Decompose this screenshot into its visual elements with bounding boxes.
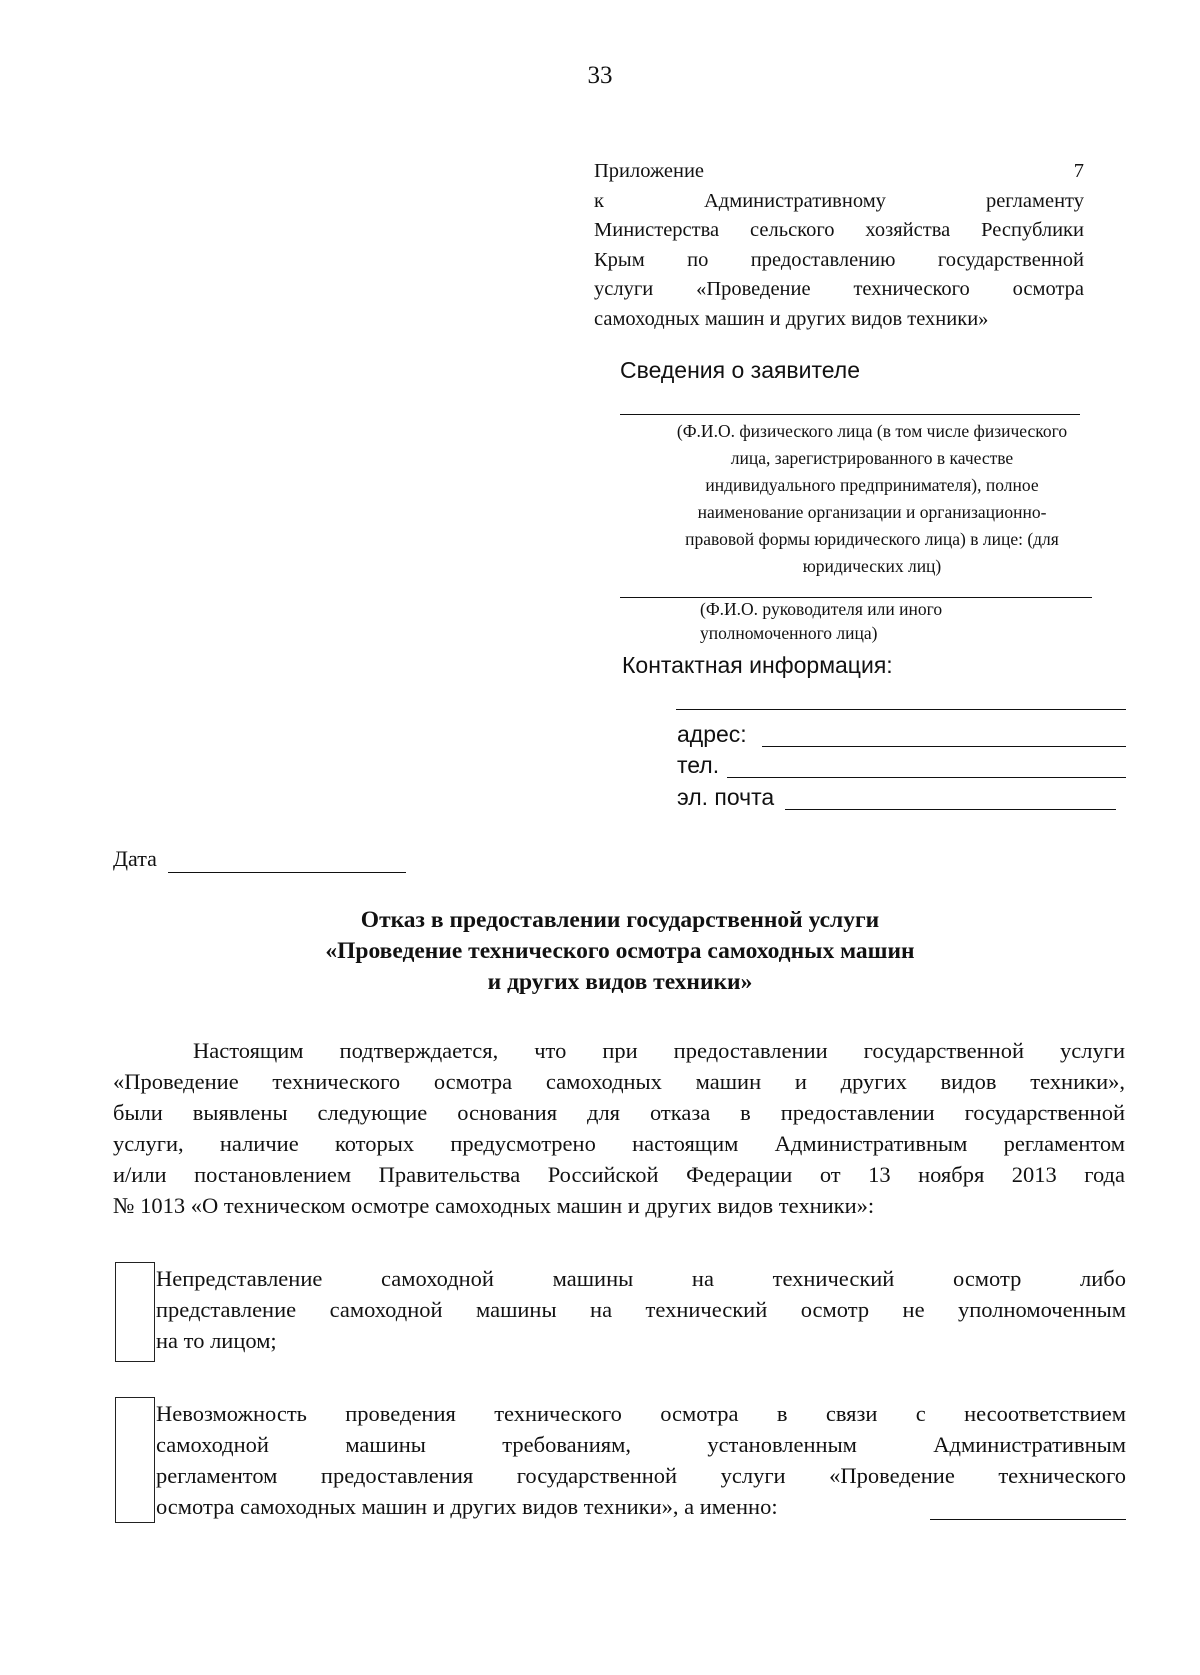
reason-line: на то лицом; <box>156 1328 277 1353</box>
address-field[interactable] <box>762 746 1126 747</box>
reason-details-field[interactable] <box>930 1519 1126 1520</box>
caption-line: правовой формы юридического лица) в лице: (для <box>685 529 1059 549</box>
reason-line: самоходной машины требованиям, установленным Административным <box>156 1432 1126 1457</box>
reason-line: регламентом предоставления государственной услуги «Проведение технического <box>156 1463 1126 1488</box>
phone-field[interactable] <box>727 777 1126 778</box>
appendix-line: услуги «Проведение технического осмотра <box>594 278 1084 300</box>
reason-line: осмотра самоходных машин и других видов техники», а именно: <box>156 1494 778 1519</box>
address-label: адрес: <box>677 721 747 747</box>
caption-line: (Ф.И.О. руководителя или иного <box>700 599 943 619</box>
appendix-reference <box>594 157 1084 334</box>
reason-line: представление самоходной машины на технический осмотр не уполномоченным <box>156 1297 1126 1322</box>
body-line: были выявлены следующие основания для отказа в предоставлении государственной <box>113 1100 1125 1125</box>
appendix-line: к Административному регламенту <box>594 189 1084 212</box>
caption-line: уполномоченного лица) <box>700 623 878 643</box>
applicant-caption <box>612 418 1132 580</box>
reason-checkbox-2[interactable] <box>115 1397 155 1523</box>
body-paragraph <box>113 1035 1125 1221</box>
caption-line: индивидуального предпринимателя), полное <box>705 475 1039 495</box>
reason-line: Непредставление самоходной машины на технический осмотр либо <box>156 1266 1126 1291</box>
date-label: Дата <box>113 846 157 871</box>
body-line: № 1013 «О техническом осмотре самоходных машин и других видов техники»: <box>113 1193 875 1218</box>
reason-item-2 <box>156 1398 1126 1522</box>
email-label: эл. почта <box>677 784 775 810</box>
body-line: услуги, наличие которых предусмотрено настоящим Административным регламентом <box>113 1131 1125 1156</box>
caption-line: лица, зарегистрированного в качестве <box>730 448 1014 468</box>
head-caption <box>700 597 1060 645</box>
title-line: Отказ в предоставлении государственной услуги <box>360 907 880 933</box>
title-line: «Проведение технического осмотра самоходных машин <box>325 938 915 964</box>
applicant-heading: Сведения о заявителе <box>620 357 861 383</box>
appendix-line: самоходных машин и других видов техники» <box>594 307 989 330</box>
appendix-line: Министерства сельского хозяйства Республики <box>594 219 1084 241</box>
title-line: и других видов техники» <box>487 969 753 995</box>
date-field[interactable] <box>168 872 406 873</box>
appendix-line: Крым по предоставлению государственной <box>594 248 1084 271</box>
reason-item-1 <box>156 1263 1126 1356</box>
contact-field-line[interactable] <box>676 709 1126 710</box>
reason-checkbox-1[interactable] <box>115 1262 155 1362</box>
caption-line: (Ф.И.О. физического лица (в том числе физического <box>676 421 1068 441</box>
caption-line: юридических лиц) <box>802 556 942 576</box>
body-line: «Проведение технического осмотра самоходных машин и других видов техники», <box>113 1069 1125 1094</box>
phone-label: тел. <box>677 752 720 778</box>
body-line: и/или постановлением Правительства Российской Федерации от 13 ноября 2013 года <box>113 1162 1125 1187</box>
caption-line: наименование организации и организационно- <box>697 502 1047 522</box>
body-line: Настоящим подтверждается, что при предоставлении государственной услуги <box>193 1038 1125 1063</box>
applicant-name-field[interactable] <box>620 414 1080 415</box>
reason-line: Невозможность проведения технического осмотра в связи с несоответствием <box>156 1401 1126 1426</box>
contact-heading: Контактная информация: <box>622 652 893 678</box>
document-title <box>0 905 1200 998</box>
appendix-line: Приложение 7 <box>594 160 1084 182</box>
page-number: 33 <box>587 62 613 89</box>
email-field[interactable] <box>785 809 1116 810</box>
